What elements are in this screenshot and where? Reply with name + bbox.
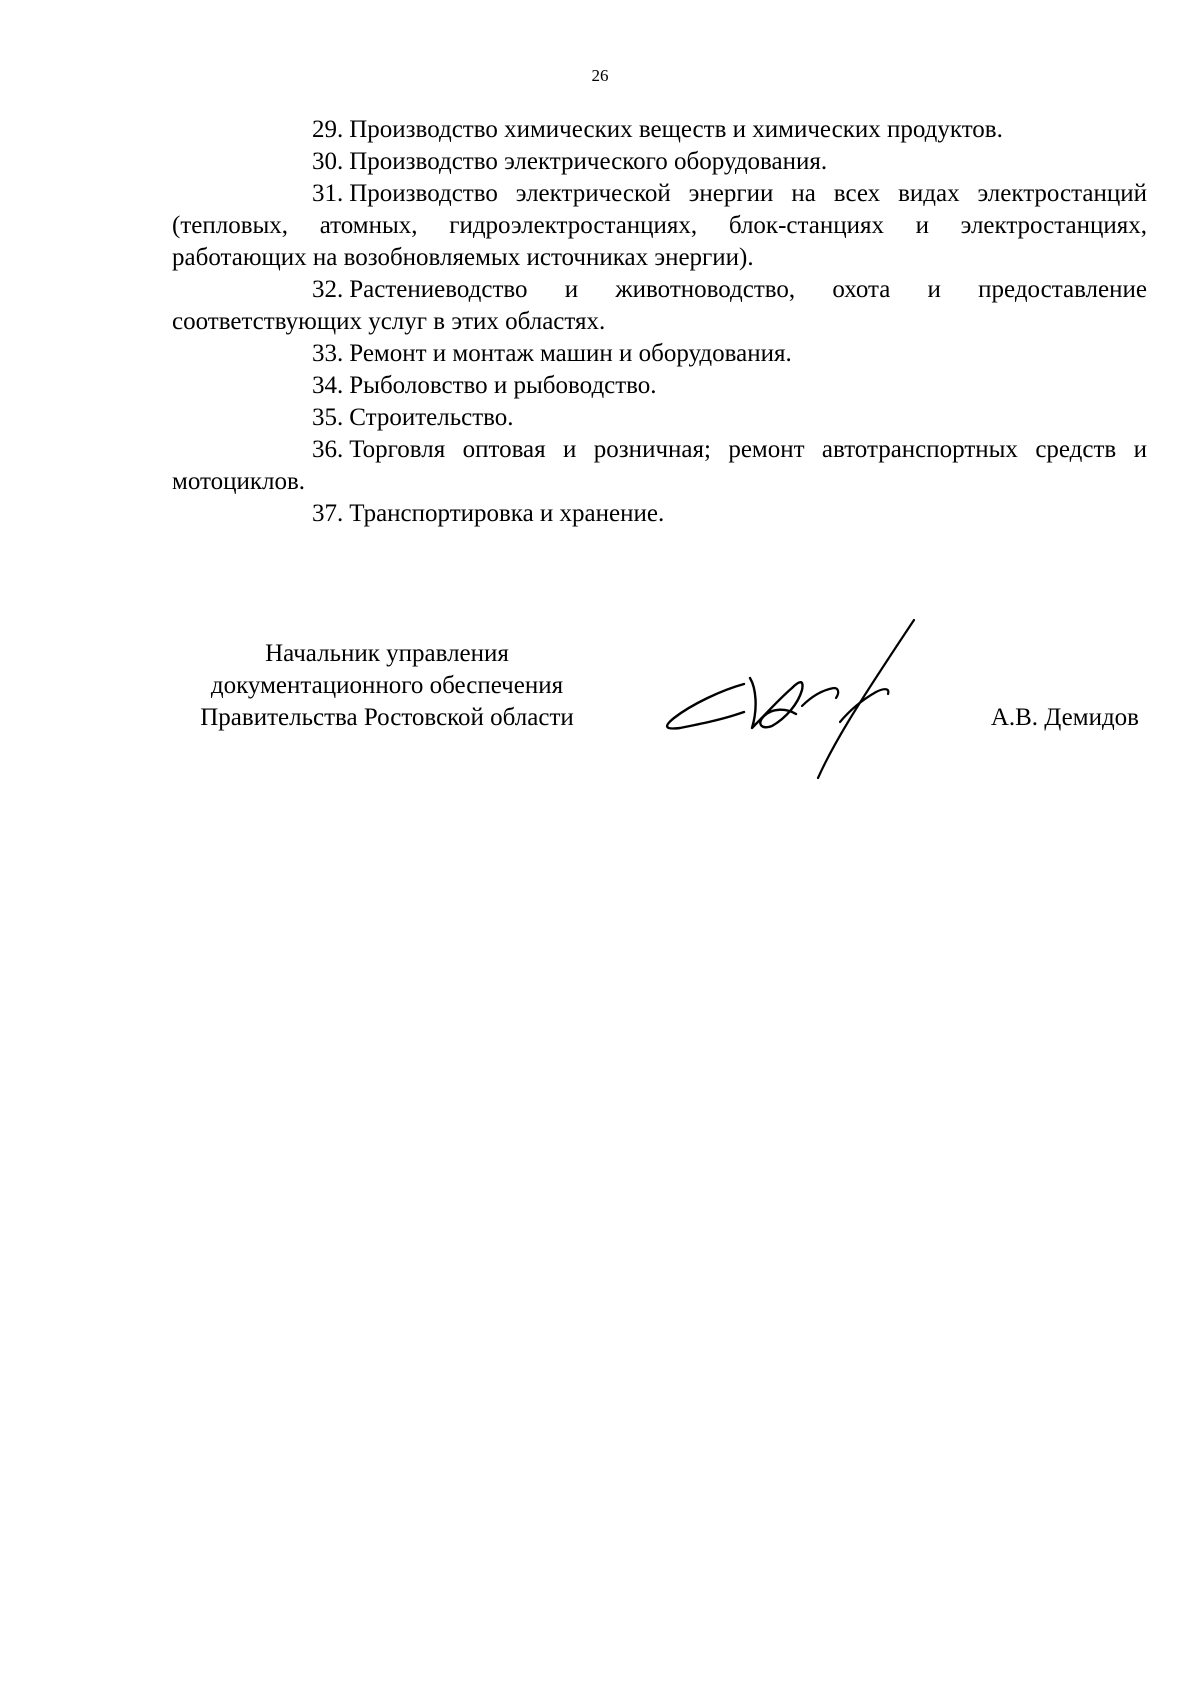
list-item: [172, 146, 1147, 178]
item-number: 33.: [312, 340, 344, 367]
signature-strokes: [667, 620, 914, 778]
item-text: Торговля оптовая и розничная; ремонт автотранспортных средств и мотоциклов.: [172, 436, 1147, 495]
handwritten-signature: [652, 618, 942, 788]
signature-stroke: [667, 684, 744, 729]
signer-position-line: Правительства Ростовской области: [200, 704, 574, 731]
item-text: Ремонт и монтаж машин и оборудования.: [349, 340, 792, 367]
list-item: [172, 114, 1147, 146]
item-number: 36.: [312, 436, 344, 463]
list-item: [172, 178, 1147, 274]
item-number: 35.: [312, 404, 344, 431]
item-number: 34.: [312, 372, 344, 399]
page-number: 26: [591, 66, 609, 85]
item-text: Транспортировка и хранение.: [349, 500, 665, 527]
item-text: Производство химических веществ и химических продуктов.: [349, 116, 1003, 143]
signer-name: А.В. Демидов: [990, 704, 1139, 731]
signer-position: [172, 638, 602, 734]
item-number: 29.: [312, 116, 344, 143]
item-number: 30.: [312, 148, 344, 175]
signer-position-line: документационного обеспечения: [210, 672, 564, 699]
item-text: Растениеводство и животноводство, охота и предоставление соответствующих услуг в этих областях.: [172, 276, 1147, 335]
list-item: [172, 274, 1147, 338]
signature-stroke: [750, 678, 803, 728]
item-text: Рыболовство и рыбоводство.: [349, 372, 657, 399]
signer-position-line: Начальник управления: [265, 640, 509, 667]
item-number: 37.: [312, 500, 344, 527]
list-item: [172, 402, 1147, 434]
list-item: [172, 338, 1147, 370]
list-item: [172, 498, 1147, 530]
signature-block: [172, 638, 1147, 778]
list-item: [172, 370, 1147, 402]
list-item: [172, 434, 1147, 498]
item-text: Производство электрической энергии на всех видах электростанций (тепловых, атомных, гидроэлектростанциях, блок-станциях и электростанциях, работающих на возобновляемых источниках энергии).: [172, 180, 1147, 271]
item-number: 32.: [312, 276, 344, 303]
item-number: 31.: [312, 180, 344, 207]
signature-stroke: [802, 688, 838, 706]
item-text: Строительство.: [349, 404, 514, 431]
item-text: Производство электрического оборудования.: [349, 148, 828, 175]
activity-list: [172, 114, 1147, 530]
